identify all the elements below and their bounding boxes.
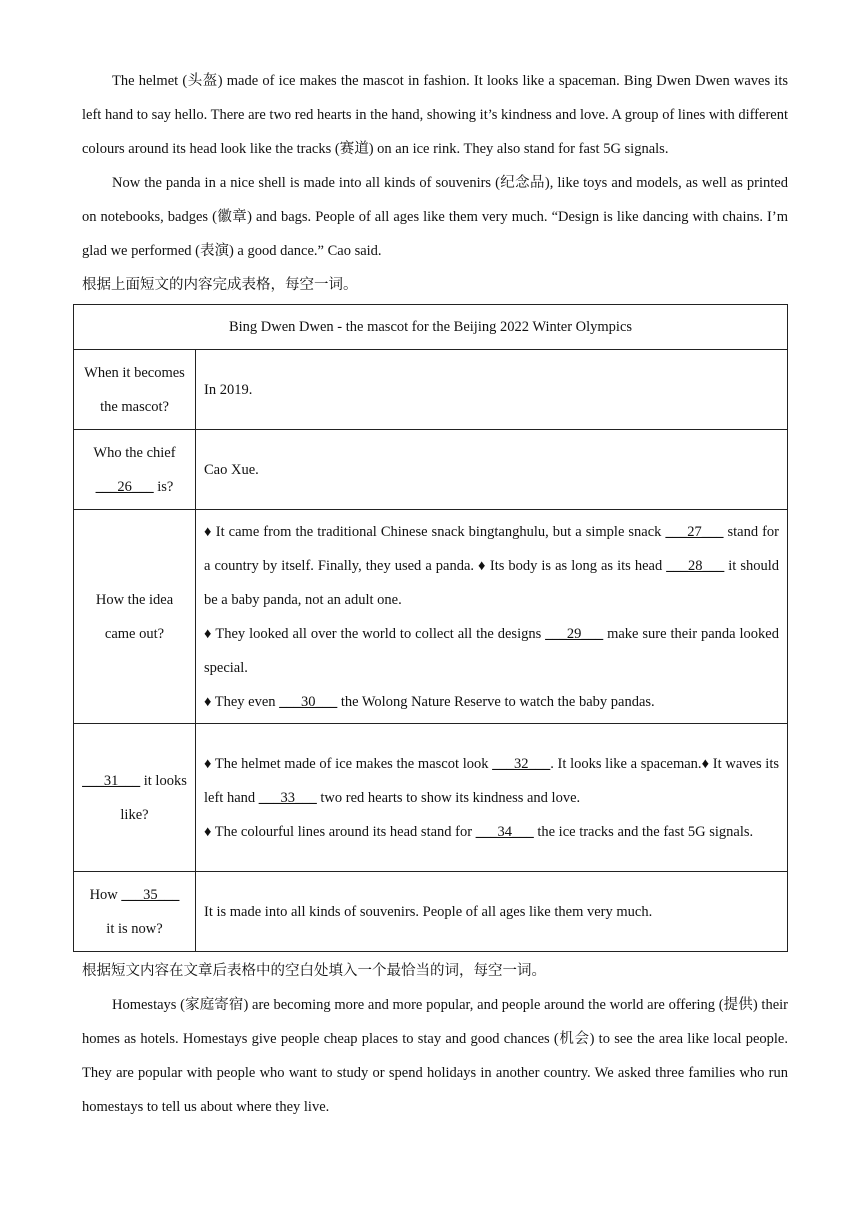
answer-text: two red hearts to show its kindness and love. — [316, 789, 581, 806]
blank-26[interactable]: ___26___ — [95, 478, 154, 495]
answer-line — [204, 747, 779, 815]
passage2-paragraph1: Homestays (家庭寄宿) are becoming more and more popular, and people around the world are offering (提供) their homes as hotels. Homestays give people cheap places to stay and good chances (机会) to see the area like local people. They are popular with people who want to study or spend holidays in another country. We asked three families who run homestays to tell us about where they live. — [82, 997, 788, 1115]
answer-cell — [196, 510, 788, 724]
answer-line — [204, 685, 779, 719]
blank-27[interactable]: ___27___ — [665, 523, 724, 540]
answer-line — [204, 815, 779, 849]
answer-text: ♦ The colourful lines around its head stand for — [204, 823, 476, 840]
answer-text: the Wolong Nature Reserve to watch the baby pandas. — [337, 693, 655, 710]
question-cell: How the idea came out? — [74, 510, 196, 724]
answer-cell: Cao Xue. — [196, 430, 788, 510]
answer-line — [204, 515, 779, 617]
blank-34[interactable]: ___34___ — [475, 823, 534, 840]
passage1-paragraph2: Now the panda in a nice shell is made into all kinds of souvenirs (纪念品), like toys and models, as well as printed on notebooks, badges (徽章) and bags. People of all ages like them very much. “Design is like dancing with chains. I’m glad we performed (表演) a good dance.” Cao said. — [82, 175, 788, 259]
instruction-1: 根据上面短文的内容完成表格，每空一词。 — [82, 277, 358, 293]
question-text: is? — [157, 478, 174, 495]
answer-text: it should be a baby panda, not an adult one. — [204, 557, 779, 608]
question-text: it looks like? — [120, 772, 187, 823]
question-text: it is now? — [106, 920, 163, 937]
question-cell: When it becomes the mascot? — [74, 350, 196, 430]
question-cell — [74, 724, 196, 872]
blank-33[interactable]: ___33___ — [258, 789, 317, 806]
answer-cell: In 2019. — [196, 350, 788, 430]
instruction-2: 根据短文内容在文章后表格中的空白处填入一个最恰当的词，每空一词。 — [82, 963, 546, 979]
question-cell — [74, 872, 196, 952]
table-row — [74, 872, 788, 952]
blank-29[interactable]: ___29___ — [545, 625, 604, 642]
blank-32[interactable]: ___32___ — [492, 755, 551, 772]
answer-text: ♦ It came from the traditional Chinese snack bingtanghulu, but a simple snack — [204, 523, 666, 540]
answer-text: the ice tracks and the fast 5G signals. — [533, 823, 754, 840]
table-row — [74, 510, 788, 724]
passage1-paragraph1: The helmet (头盔) made of ice makes the mascot in fashion. It looks like a spaceman. Bing Dwen Dwen waves its left hand to say hello. There are two red hearts in the hand, showing it’s kindness and love. A group of lines with different colours around its head look like the tracks (赛道) on an ice rink. They also stand for fast 5G signals. — [82, 73, 788, 157]
question-cell — [74, 430, 196, 510]
table-row — [74, 724, 788, 872]
blank-28[interactable]: ___28___ — [666, 557, 725, 574]
document-page — [82, 64, 788, 1124]
table-row — [74, 430, 788, 510]
table-title-row — [74, 305, 788, 350]
table-row — [74, 350, 788, 430]
answer-text: stand for a country by itself. Finally, they used a panda. ♦ Its body is as long as its head — [204, 523, 779, 574]
answer-cell: It is made into all kinds of souvenirs. People of all ages like them very much. — [196, 872, 788, 952]
answer-text: ♦ The helmet made of ice makes the mascot look — [204, 755, 493, 772]
answer-cell — [196, 724, 788, 872]
question-text: How — [89, 886, 118, 903]
answer-text: ♦ They even — [204, 693, 280, 710]
answer-line — [204, 617, 779, 685]
answer-text: . It looks like a spaceman.♦ It waves its left hand — [204, 755, 779, 806]
table-title: Bing Dwen Dwen - the mascot for the Beijing 2022 Winter Olympics — [74, 305, 788, 350]
blank-31[interactable]: ___31___ — [82, 772, 141, 789]
blank-30[interactable]: ___30___ — [279, 693, 338, 710]
question-text: Who the chief — [93, 444, 176, 461]
blank-35[interactable]: ___35___ — [121, 886, 180, 903]
mascot-table — [73, 304, 788, 952]
answer-text: make sure their panda looked special. — [204, 625, 779, 676]
answer-text: ♦ They looked all over the world to collect all the designs — [204, 625, 546, 642]
